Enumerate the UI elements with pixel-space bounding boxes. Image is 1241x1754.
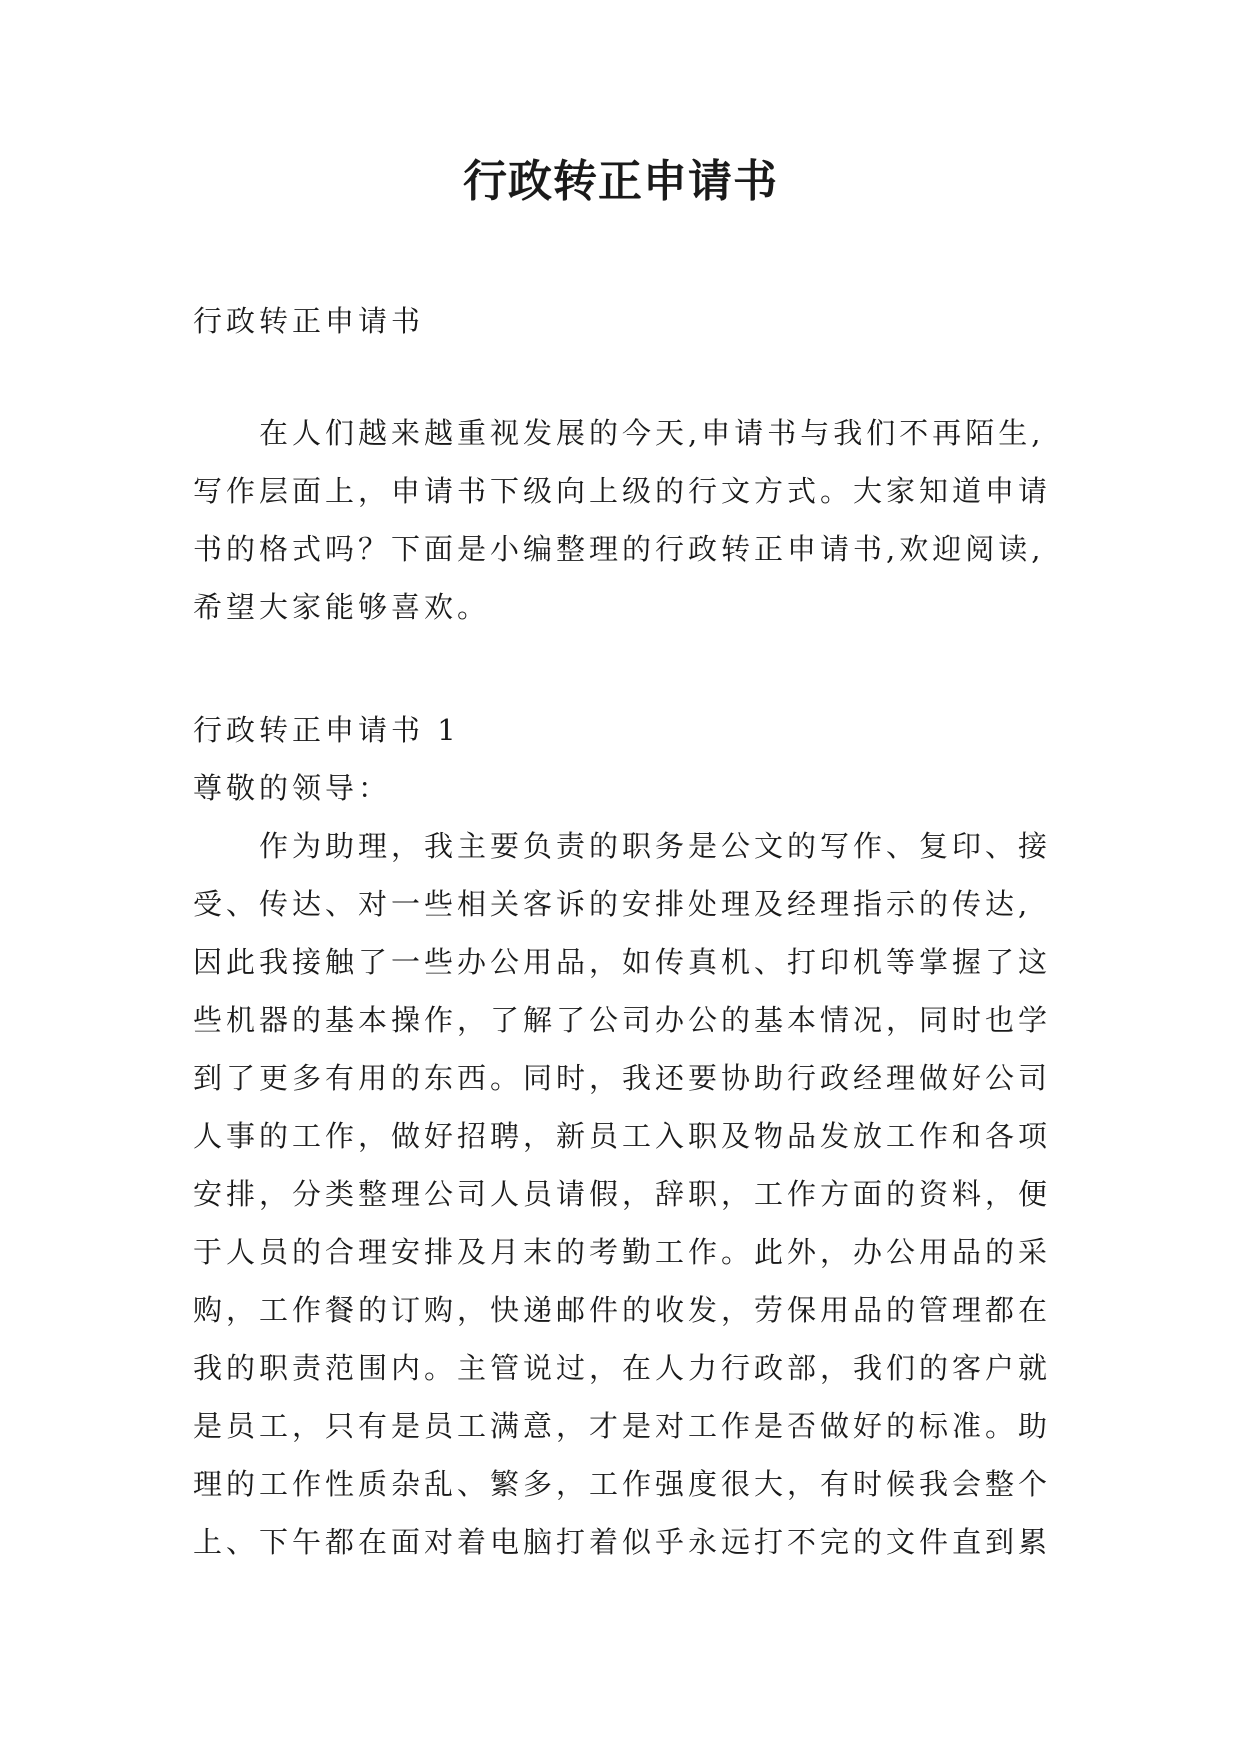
body-line: 作为助理，我主要负责的职务是公文的写作、复印、接	[259, 829, 1052, 863]
body-line: 受、传达、对一些相关客诉的安排处理及经理指示的传达,	[193, 887, 1032, 921]
section-heading	[193, 701, 1073, 759]
intro-line: 书的格式吗？下面是小编整理的行政转正申请书,欢迎阅读,	[193, 532, 1045, 566]
body-line: 些机器的基本操作，了解了公司办公的基本情况，同时也学	[193, 1003, 1052, 1037]
document-subtitle	[193, 292, 1073, 350]
body-line: 人事的工作，做好招聘，新员工入职及物品发放工作和各项	[193, 1119, 1052, 1153]
body-line: 上、下午都在面对着电脑打着似乎永远打不完的文件直到累	[193, 1525, 1052, 1559]
intro-paragraph	[193, 404, 1073, 636]
body-line: 我的职责范围内。主管说过，在人力行政部，我们的客户就	[193, 1351, 1052, 1385]
body-paragraph	[193, 817, 1073, 1571]
intro-line: 写作层面上，申请书下级向上级的行文方式。大家知道申请	[193, 474, 1052, 508]
salutation	[193, 759, 1073, 817]
body-line: 是员工，只有是员工满意，才是对工作是否做好的标准。助	[193, 1409, 1052, 1443]
body-line: 安排，分类整理公司人员请假，辞职，工作方面的资料，便	[193, 1177, 1052, 1211]
document-title: 行政转正申请书	[463, 156, 778, 207]
body-line: 理的工作性质杂乱、繁多，工作强度很大，有时候我会整个	[193, 1467, 1052, 1501]
subtitle-text: 行政转正申请书	[193, 304, 425, 338]
intro-line: 希望大家能够喜欢。	[193, 590, 491, 624]
body-line: 到了更多有用的东西。同时，我还要协助行政经理做好公司	[193, 1061, 1052, 1095]
body-line: 于人员的合理安排及月末的考勤工作。此外，办公用品的采	[193, 1235, 1052, 1269]
body-line: 购，工作餐的订购，快递邮件的收发，劳保用品的管理都在	[193, 1293, 1052, 1327]
salutation-text: 尊敬的领导：	[193, 771, 392, 805]
intro-line: 在人们越来越重视发展的今天,申请书与我们不再陌生,	[259, 416, 1045, 450]
body-line: 因此我接触了一些办公用品，如传真机、打印机等掌握了这	[193, 945, 1052, 979]
section-heading-text: 行政转正申请书 1	[193, 713, 460, 747]
